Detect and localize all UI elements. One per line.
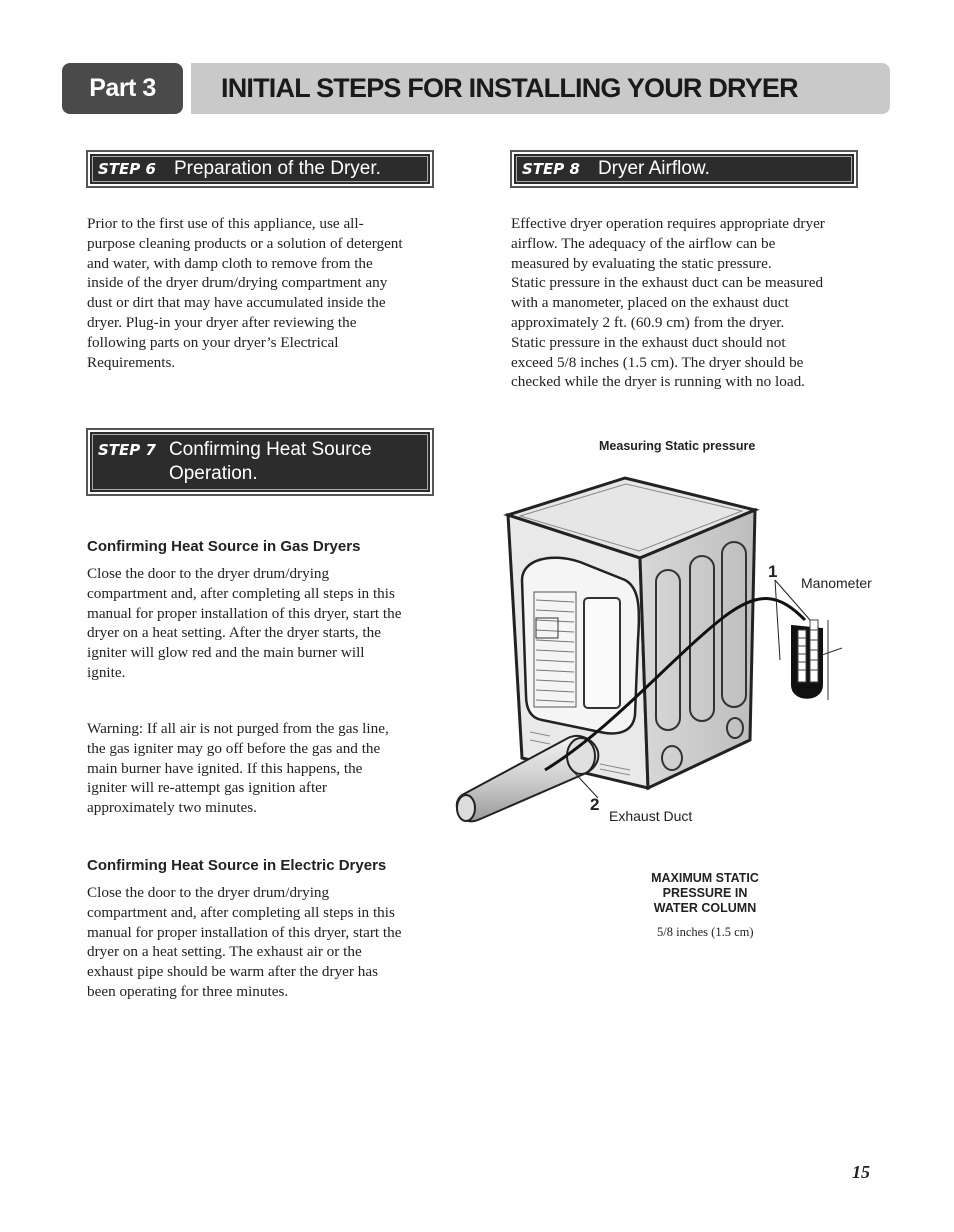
text-line: dryer on a heat setting. The exhaust air or the	[87, 943, 362, 961]
text-line: measured by evaluating the static pressure.	[511, 254, 772, 272]
text-line: Prior to the first use of this appliance, use all-	[87, 215, 364, 232]
step6-text	[87, 214, 437, 372]
max-static-value: 5/8 inches (1.5 cm)	[657, 925, 754, 939]
warning-text	[87, 719, 437, 818]
max-static-line: WATER COLUMN	[653, 901, 757, 915]
manometer	[792, 620, 842, 700]
text-line: exhaust pipe should be warm after the dryer has	[87, 963, 378, 981]
text-line: manual for proper installation of this dryer, start the	[87, 604, 402, 622]
figure-caption: Measuring Static pressure	[599, 439, 756, 453]
text-line: inside of the dryer drum/drying compartment any	[87, 274, 388, 292]
text-line: Close the door to the dryer drum/drying	[87, 565, 330, 582]
callout-2-label: Exhaust Duct	[609, 808, 693, 824]
text-line: Requirements.	[87, 353, 176, 371]
step8-header	[510, 150, 858, 188]
text-line: Static pressure in the exhaust duct should not	[511, 333, 786, 351]
text-line: manual for proper installation of this dryer, start the	[87, 923, 402, 941]
text-line: dryer. Plug-in your dryer after reviewing the	[87, 313, 357, 331]
text-line: compartment and, after completing all steps in this	[87, 584, 395, 602]
gas-heading: Confirming Heat Source in Gas Dryers	[87, 538, 361, 555]
text-line: Warning: If all air is not purged from the gas line,	[87, 720, 389, 737]
text-line: the gas igniter may go off before the gas and the	[87, 739, 381, 757]
step6-title: Preparation of the Dryer.	[173, 158, 381, 179]
page-number: 15	[852, 1162, 870, 1182]
callout-1-label: Manometer	[801, 575, 872, 591]
text-line: and water, with damp cloth to remove from the	[87, 254, 373, 272]
dryer-illustration	[450, 470, 860, 830]
dryer-side	[640, 510, 755, 788]
text-line: been operating for three minutes.	[87, 982, 289, 1000]
gas-text	[87, 564, 437, 683]
page-title: INITIAL STEPS FOR INSTALLING YOUR DRYER	[191, 63, 890, 114]
text-line: main burner have ignited. If this happens, the	[87, 759, 363, 777]
text-line: approximately two minutes.	[87, 799, 257, 817]
step7-title-line: Operation.	[168, 463, 258, 484]
text-line: igniter will glow red and the main burner will	[87, 644, 365, 662]
text-line: dryer on a heat setting. After the dryer starts, the	[87, 624, 381, 642]
electric-heading: Confirming Heat Source in Electric Dryers	[87, 857, 387, 874]
step8-tag: STEP 8	[522, 160, 580, 178]
step8-text	[511, 214, 871, 392]
max-static-line: PRESSURE IN	[662, 886, 748, 900]
text-line: approximately 2 ft. (60.9 cm) from the dryer.	[511, 313, 785, 331]
step7-title-line: Confirming Heat Source	[168, 439, 372, 460]
step6-tag: STEP 6	[98, 160, 156, 178]
step6-header	[86, 150, 434, 188]
text-line: ignite.	[87, 663, 126, 681]
text-line: airflow. The adequacy of the airflow can be	[511, 234, 776, 252]
step7-header	[86, 428, 434, 496]
part-label: Part 3	[62, 63, 183, 114]
step7-title	[169, 438, 372, 486]
text-line: compartment and, after completing all steps in this	[87, 903, 395, 921]
text-line: Close the door to the dryer drum/drying	[87, 884, 330, 901]
step7-tag: STEP 7	[98, 441, 156, 459]
max-static-line: MAXIMUM STATIC	[651, 871, 759, 885]
text-line: Static pressure in the exhaust duct can be measured	[511, 274, 824, 292]
electric-text	[87, 883, 437, 1002]
text-line: dust or dirt that may have accumulated inside the	[87, 294, 386, 312]
text-line: igniter will re-attempt gas ignition after	[87, 779, 327, 797]
callout-1-number: 1	[768, 562, 778, 581]
text-line: checked while the dryer is running with no load.	[511, 373, 805, 391]
step8-title: Dryer Airflow.	[597, 158, 710, 179]
text-line: Effective dryer operation requires appropriate dryer	[511, 215, 825, 232]
text-line: with a manometer, placed on the exhaust duct	[511, 294, 789, 312]
callout-2-number: 2	[590, 795, 600, 814]
max-static-heading	[630, 871, 780, 916]
text-line: following parts on your dryer’s Electrical	[87, 333, 339, 351]
text-line: purpose cleaning products or a solution of detergent	[87, 234, 403, 252]
text-line: exceed 5/8 inches (1.5 cm). The dryer should be	[511, 353, 804, 371]
